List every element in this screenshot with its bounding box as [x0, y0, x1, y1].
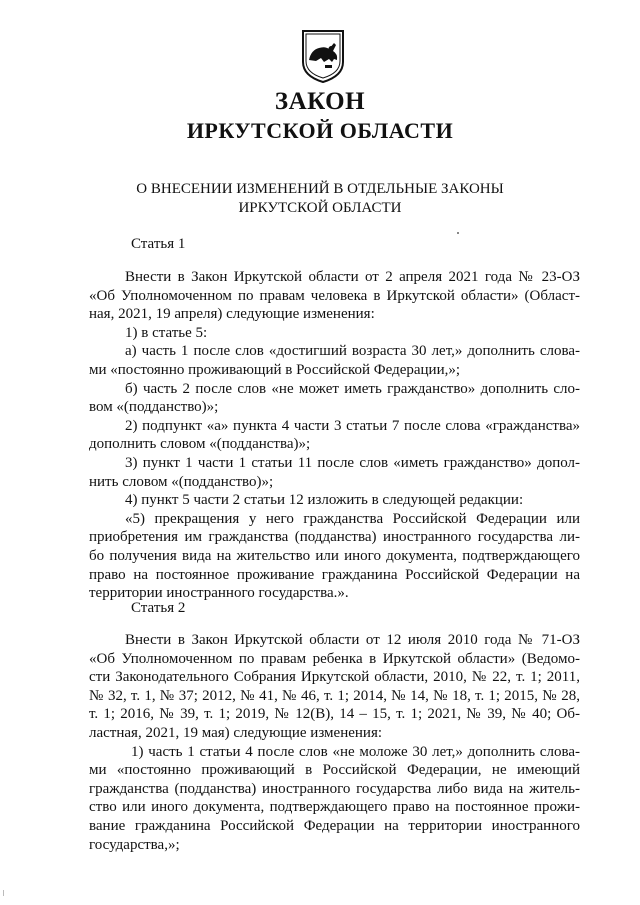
text-line: 2) подпункт «а» пункта 4 части 3 статьи 7 после слова «гражданства»	[125, 417, 580, 434]
text-line: вание гражданина Российской Федерации на территории иностранного	[89, 817, 580, 834]
text-line: № 32, т. 1, № 37; 2012, № 41, № 46, т. 1; 2014, № 14, № 18, т. 1; 2015, № 28,	[89, 687, 580, 704]
text-line: «Об Уполномоченном по правам человека в Иркутской области» (Област-	[89, 287, 580, 304]
text-line: государства,»;	[89, 836, 180, 853]
text-line: Внести в Закон Иркутской области от 12 июля 2010 года № 71-ОЗ	[125, 632, 580, 648]
scan-speck	[457, 232, 459, 234]
text-line: ство или иного документа, подтверждающего право на постоянное прожи-	[89, 799, 580, 816]
text-line: приобретения им гражданства (подданства) иностранного государства ли-	[89, 529, 580, 546]
text-line: ми «постоянно проживающий в Российской Федерации, не имеющий	[89, 762, 580, 779]
text-line: гражданства (подданства) иностранного государства либо вида на житель-	[89, 780, 580, 797]
text-line: вом «(подданство)»;	[89, 399, 219, 416]
region-title: ИРКУТСКОЙ ОБЛАСТИ	[186, 118, 454, 143]
text-line: б) часть 2 после слов «не может иметь гражданство» дополнить сло-	[125, 380, 580, 397]
text-line: нить словом «(подданство)»;	[89, 473, 274, 490]
text-line: бо получения вида на жительство или иного документа, подтверждающего	[89, 547, 580, 564]
scan-edge-mark	[3, 890, 8, 896]
subtitle-line: ИРКУТСКОЙ ОБЛАСТИ	[238, 200, 402, 216]
text-line: сти Законодательного Собрания Иркутской области, 2010, № 22, т. 1; 2011,	[89, 669, 580, 686]
text-line: 3) пункт 1 части 1 статьи 11 после слов «иметь гражданство» допол-	[125, 454, 580, 471]
article2-body	[89, 631, 580, 854]
text-line: «Об Уполномоченном по правам ребенка в Иркутской области» (Ведомо-	[89, 650, 580, 667]
subtitle-line: О ВНЕСЕНИИ ИЗМЕНЕНИЙ В ОТДЕЛЬНЫЕ ЗАКОНЫ	[136, 181, 504, 197]
text-line: Внести в Закон Иркутской области от 2 апреля 2021 года № 23-ОЗ	[125, 269, 580, 285]
article1-heading: Статья 1	[131, 236, 186, 252]
law-subtitle	[0, 180, 640, 218]
text-line: право на постоянное проживание гражданина Российской Федерации на	[89, 566, 580, 583]
text-line: т. 1; 2016, № 39, т. 1; 2019, № 12(В), 14 – 15, т. 1; 2021, № 39, № 40; Об-	[89, 706, 580, 723]
text-line: дополнить словом «(подданства)»;	[89, 436, 311, 453]
article1-body	[89, 268, 580, 603]
text-line: ная, 2021, 19 апреля) следующие изменения:	[89, 306, 375, 323]
text-line: ластная, 2021, 19 мая) следующие изменения:	[89, 724, 383, 741]
text-line: 1) в статье 5:	[125, 324, 208, 341]
coat-of-arms-emblem	[299, 28, 347, 84]
text-line: 1) часть 1 статьи 4 после слов «не моложе 30 лет,» дополнить слова-	[131, 743, 580, 760]
text-line: а) часть 1 после слов «достигший возраста 30 лет,» дополнить слова-	[125, 343, 580, 360]
text-line: ми «постоянно проживающий в Российской Федерации,»;	[89, 361, 461, 378]
law-title: ЗАКОН	[274, 88, 366, 115]
article2-heading: Статья 2	[131, 600, 186, 616]
text-line: 4) пункт 5 части 2 статьи 12 изложить в следующей редакции:	[125, 492, 524, 509]
text-line: «5) прекращения у него гражданства Российской Федерации или	[125, 510, 580, 527]
text-line: территории иностранного государства.».	[89, 585, 349, 602]
